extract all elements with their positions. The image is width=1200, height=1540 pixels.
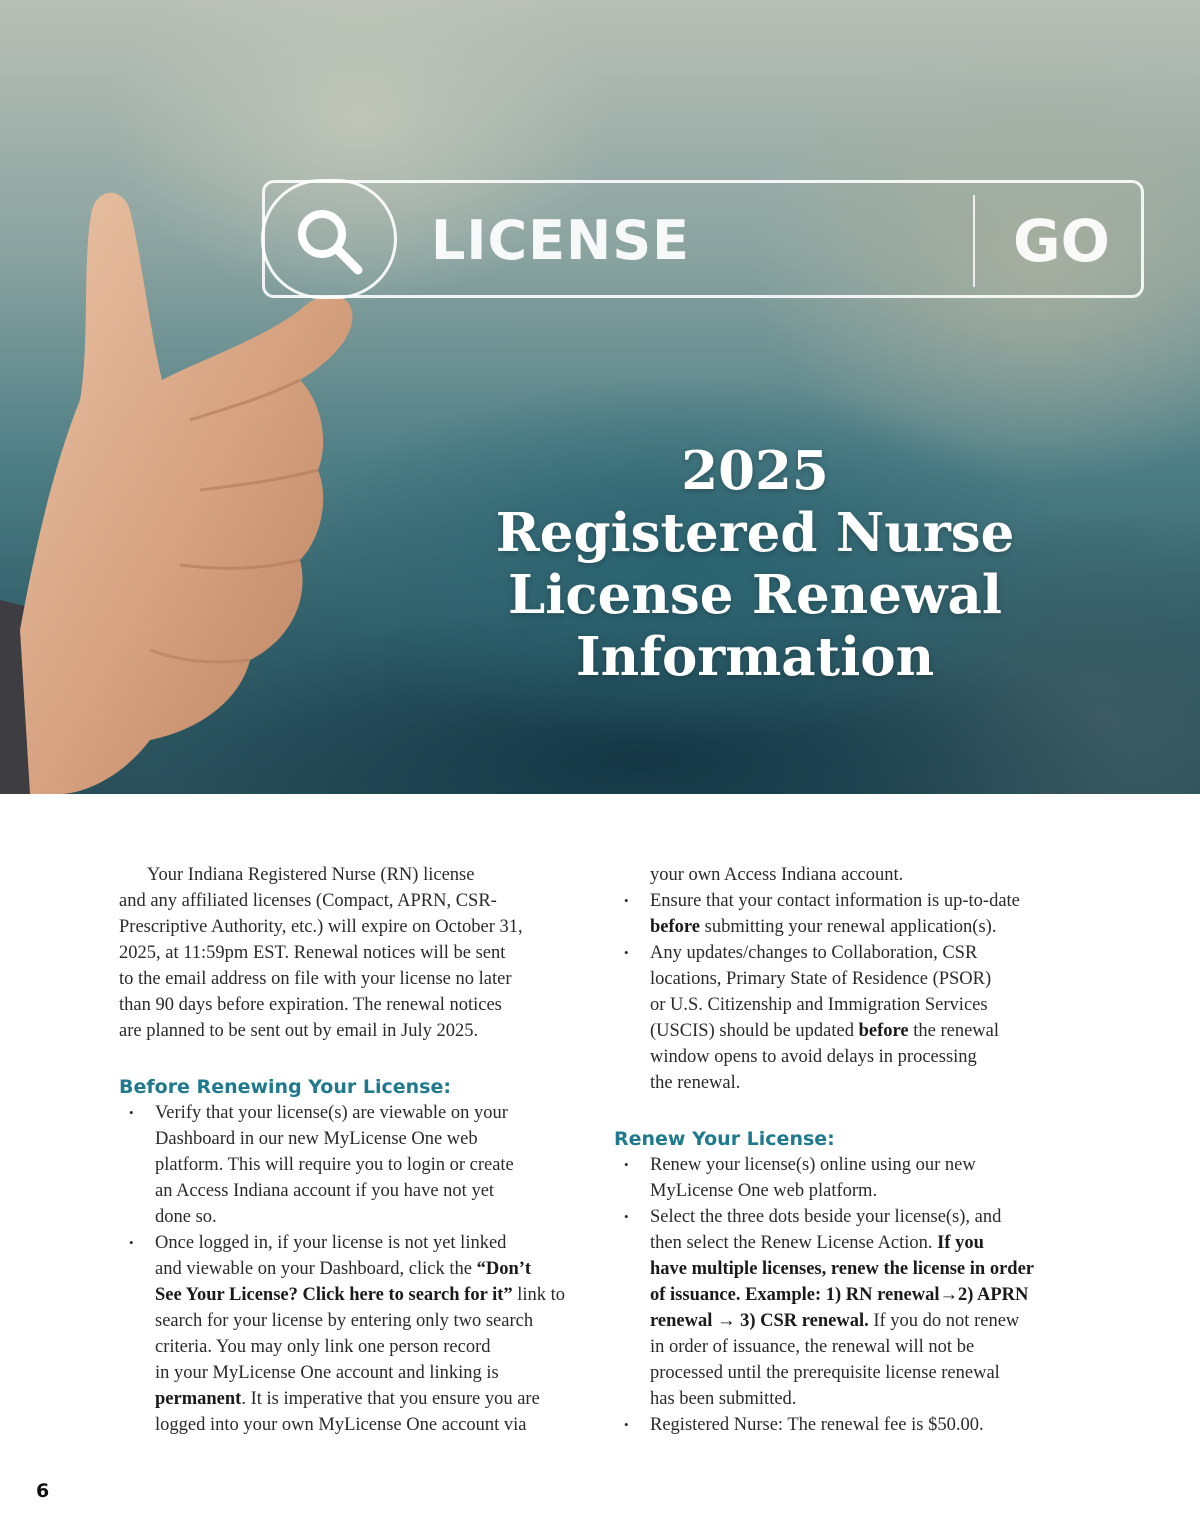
intro-line: than 90 days before expiration. The renewal notices: [119, 995, 502, 1015]
bullet-line: permanent. It is imperative that you ensure you are: [155, 1389, 540, 1409]
list-item: [119, 1230, 589, 1438]
bullet-line: platform. This will require you to login or create: [155, 1155, 514, 1175]
bullet-line: Dashboard in our new MyLicense One web: [155, 1129, 478, 1149]
bullet-line: • Once logged in, if your license is not yet linked: [155, 1233, 507, 1253]
list-item: [614, 888, 1084, 940]
title-line: License Renewal: [507, 564, 1003, 626]
bullet-line: MyLicense One web platform.: [650, 1181, 878, 1201]
list-item: [614, 1152, 1084, 1204]
bullet-line: • Any updates/changes to Collaboration, CSR: [650, 943, 978, 963]
intro-line: and any affiliated licenses (Compact, APRN, CSR-: [119, 891, 497, 911]
left-column: [119, 862, 589, 1438]
list-item: [614, 1412, 1084, 1438]
bullet-line: in order of issuance, the renewal will not be: [650, 1337, 975, 1357]
before-renewing-list: [119, 1100, 589, 1438]
intro-line: to the email address on file with your license no later: [119, 969, 512, 989]
bullet-line: • Select the three dots beside your license(s), and: [650, 1207, 1002, 1227]
bullet-line: • Renew your license(s) online using our new: [650, 1155, 976, 1175]
list-item: [614, 940, 1084, 1096]
bullet-line: have multiple licenses, renew the license in order: [650, 1259, 1034, 1279]
bullet-continuation: your own Access Indiana account.: [650, 865, 904, 885]
intro-line: Your Indiana Registered Nurse (RN) license: [147, 865, 475, 885]
bullet-line: renewal → 3) CSR renewal. If you do not renew: [650, 1311, 1020, 1331]
bullet-line: (USCIS) should be updated before the renewal: [650, 1021, 1000, 1041]
bullet-line: • Ensure that your contact information is up-to-date: [650, 891, 1020, 911]
title-line: 2025: [681, 440, 829, 502]
intro-line: 2025, at 11:59pm EST. Renewal notices will be sent: [119, 943, 506, 963]
bullet-line: done so.: [155, 1207, 217, 1227]
bullet-line: and viewable on your Dashboard, click the “Don’t: [155, 1259, 532, 1279]
bullet-line: locations, Primary State of Residence (PSOR): [650, 969, 992, 989]
bullet-line: or U.S. Citizenship and Immigration Services: [650, 995, 988, 1015]
search-icon: [292, 204, 366, 278]
bullet-line: logged into your own MyLicense One account via: [155, 1415, 527, 1435]
title-line: Information: [575, 626, 935, 688]
intro-line: Prescriptive Authority, etc.) will expire on October 31,: [119, 917, 523, 937]
bullet-line: an Access Indiana account if you have not yet: [155, 1181, 495, 1201]
bullet-line: of issuance. Example: 1) RN renewal→2) APRN: [650, 1285, 1029, 1305]
bullet-line: search for your license by entering only two search: [155, 1311, 534, 1331]
bullet-line: has been submitted.: [650, 1389, 797, 1409]
renew-license-heading: Renew Your License:: [614, 1128, 835, 1150]
bullet-line: window opens to avoid delays in processing: [650, 1047, 977, 1067]
page-number: 6: [36, 1480, 50, 1502]
bullet-line: See Your License? Click here to search for it” link to: [155, 1285, 566, 1305]
search-icon-ring: [261, 179, 397, 299]
search-bar-text: LICENSE: [431, 209, 690, 272]
bullet-line: the renewal.: [650, 1073, 741, 1093]
before-renewing-heading: Before Renewing Your License:: [119, 1076, 451, 1098]
bullet-line: in your MyLicense One account and linking is: [155, 1363, 499, 1383]
right-column: [614, 862, 1084, 1438]
search-bar-divider: [973, 195, 975, 287]
before-renewing-list-continued: [614, 888, 1084, 1096]
list-item: [119, 1100, 589, 1230]
renew-license-list: [614, 1152, 1084, 1438]
intro-line: are planned to be sent out by email in July 2025.: [119, 1021, 479, 1041]
go-label: GO: [1013, 207, 1110, 275]
bullet-line: criteria. You may only link one person record: [155, 1337, 491, 1357]
license-search-bar-graphic: [262, 180, 1144, 298]
bullet-line: then select the Renew License Action. If you: [650, 1233, 984, 1253]
page-title: [440, 440, 1070, 688]
bullet-line: • Verify that your license(s) are viewable on your: [155, 1103, 508, 1123]
bullet-line: before submitting your renewal application(s).: [650, 917, 997, 937]
bullet-line: processed until the prerequisite license renewal: [650, 1363, 1000, 1383]
title-line: Registered Nurse: [495, 502, 1015, 564]
list-item: [614, 1204, 1084, 1412]
bullet-line: • Registered Nurse: The renewal fee is $50.00.: [650, 1415, 984, 1435]
